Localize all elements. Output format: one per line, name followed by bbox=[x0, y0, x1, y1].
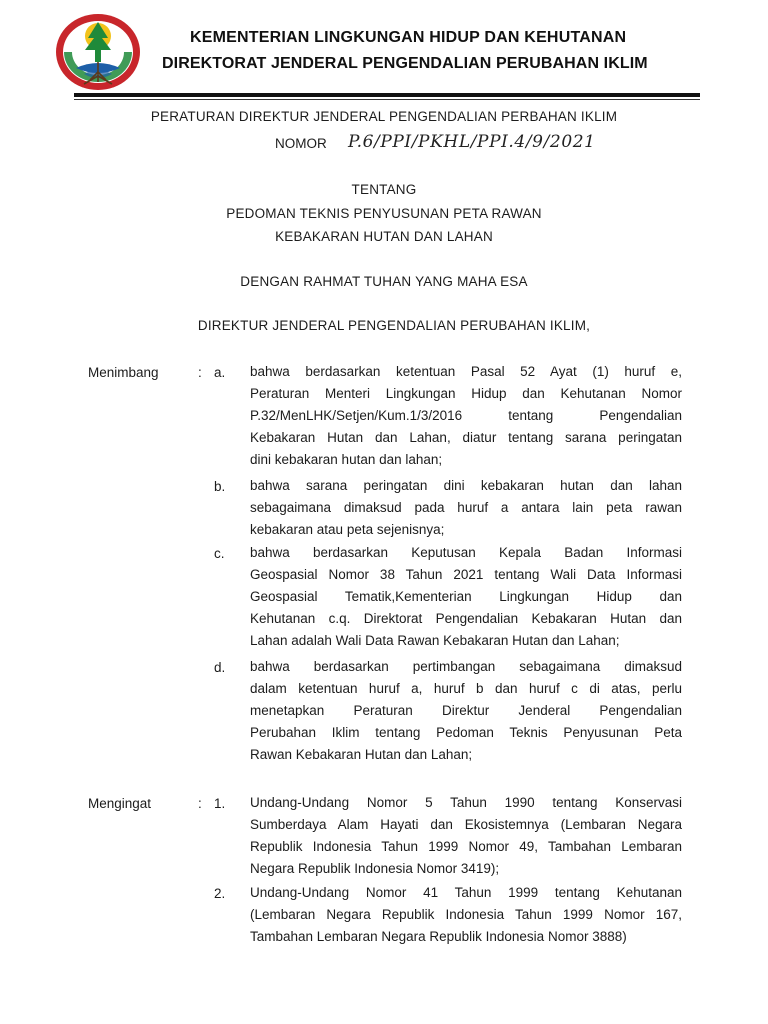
list-marker: c. bbox=[214, 546, 225, 561]
invocation: DENGAN RAHMAT TUHAN YANG MAHA ESA bbox=[240, 274, 528, 289]
mengingat-label: Mengingat bbox=[88, 796, 152, 811]
text-line: bahwa berdasarkan pertimbangan sebagaimana dimaksud bbox=[250, 659, 682, 674]
text-line: bahwa sarana peringatan dini kebakaran hutan dan lahan bbox=[250, 478, 682, 493]
text-line: dini kebakaran hutan dan lahan; bbox=[250, 452, 443, 467]
text-line: Tambahan Lembaran Negara Republik Indonesia Nomor 3888) bbox=[250, 929, 627, 944]
ministry-name: KEMENTERIAN LINGKUNGAN HIDUP DAN KEHUTANAN bbox=[190, 29, 627, 46]
text-line: sebagaimana dimaksud pada huruf a antara lain peta rawan bbox=[250, 500, 682, 515]
list-marker: a. bbox=[214, 365, 226, 380]
nomor-handwritten-value: P.6/PPI/PKHL/PPI.4/9/2021 bbox=[348, 132, 596, 152]
menimbang-item-a bbox=[250, 361, 682, 471]
list-marker: 1. bbox=[214, 796, 226, 811]
mengingat-colon: : bbox=[198, 796, 202, 811]
text-line: (Lembaran Negara Republik Indonesia Tahun 1999 Nomor 167, bbox=[250, 907, 682, 922]
mengingat-item-2 bbox=[250, 882, 682, 948]
menimbang-item-c bbox=[250, 542, 682, 652]
text-line: dalam ketentuan huruf a, huruf b dan huruf c di atas, perlu bbox=[250, 681, 682, 696]
menimbang-item-b bbox=[250, 475, 682, 541]
ministry-tree-emblem-icon bbox=[54, 12, 142, 92]
subject-line-2: KEBAKARAN HUTAN DAN LAHAN bbox=[275, 229, 493, 244]
text-line: Sumberdaya Alam Hayati dan Ekosistemnya (Lembaran Negara bbox=[250, 817, 682, 832]
text-line: Republik Indonesia Tahun 1999 Nomor 49, Tambahan Lembaran bbox=[250, 839, 682, 854]
text-line: Perubahan Iklim tentang Pedoman Teknis Penyusunan Peta bbox=[250, 725, 682, 740]
text-line: Geospasial Nomor 38 Tahun 2021 tentang Wali Data Informasi bbox=[250, 567, 682, 582]
directorate-name: DIREKTORAT JENDERAL PENGENDALIAN PERUBAHAN IKLIM bbox=[162, 55, 648, 72]
list-marker: 2. bbox=[214, 886, 226, 901]
text-line: kebakaran atau peta sejenisnya; bbox=[250, 522, 445, 537]
text-line: Peraturan Menteri Lingkungan Hidup dan Kehutanan Nomor bbox=[250, 386, 682, 401]
menimbang-colon: : bbox=[198, 365, 202, 380]
issuer: DIREKTUR JENDERAL PENGENDALIAN PERUBAHAN IKLIM, bbox=[197, 318, 591, 333]
list-marker: d. bbox=[214, 660, 226, 675]
regulation-title: PERATURAN DIREKTUR JENDERAL PENGENDALIAN PERBAHAN IKLIM bbox=[150, 109, 618, 124]
text-line: Rawan Kebakaran Hutan dan Lahan; bbox=[250, 747, 473, 762]
list-marker: b. bbox=[214, 479, 226, 494]
letterhead-divider-thin bbox=[74, 99, 700, 100]
text-line: Kebakaran Hutan dan Lahan, diatur tentang sarana peringatan bbox=[250, 430, 682, 445]
text-line: bahwa berdasarkan Keputusan Kepala Badan Informasi bbox=[250, 545, 682, 560]
menimbang-label: Menimbang bbox=[88, 365, 159, 380]
text-line: Kehutanan c.q. Direktorat Pengendalian Kebakaran Hutan dan bbox=[250, 611, 682, 626]
text-line: Undang-Undang Nomor 41 Tahun 1999 tentang Kehutanan bbox=[250, 885, 682, 900]
subject-line-1: PEDOMAN TEKNIS PENYUSUNAN PETA RAWAN bbox=[226, 206, 542, 221]
text-line: P.32/MenLHK/Setjen/Kum.1/3/2016 tentang Pengendalian bbox=[250, 408, 682, 423]
text-line: Negara Republik Indonesia Nomor 3419); bbox=[250, 861, 500, 876]
text-line: menetapkan Peraturan Direktur Jenderal Pengendalian bbox=[250, 703, 682, 718]
tentang-heading: TENTANG bbox=[351, 182, 417, 197]
menimbang-item-d bbox=[250, 656, 682, 766]
text-line: Geospasial Tematik,Kementerian Lingkungan Hidup dan bbox=[250, 589, 682, 604]
text-line: Lahan adalah Wali Data Rawan Kebakaran Hutan dan Lahan; bbox=[250, 633, 620, 648]
text-line: Undang-Undang Nomor 5 Tahun 1990 tentang Konservasi bbox=[250, 795, 682, 810]
nomor-label: NOMOR bbox=[275, 136, 327, 151]
text-line: bahwa berdasarkan ketentuan Pasal 52 Ayat (1) huruf e, bbox=[250, 364, 682, 379]
letterhead-divider bbox=[74, 93, 700, 97]
mengingat-item-1 bbox=[250, 792, 682, 880]
